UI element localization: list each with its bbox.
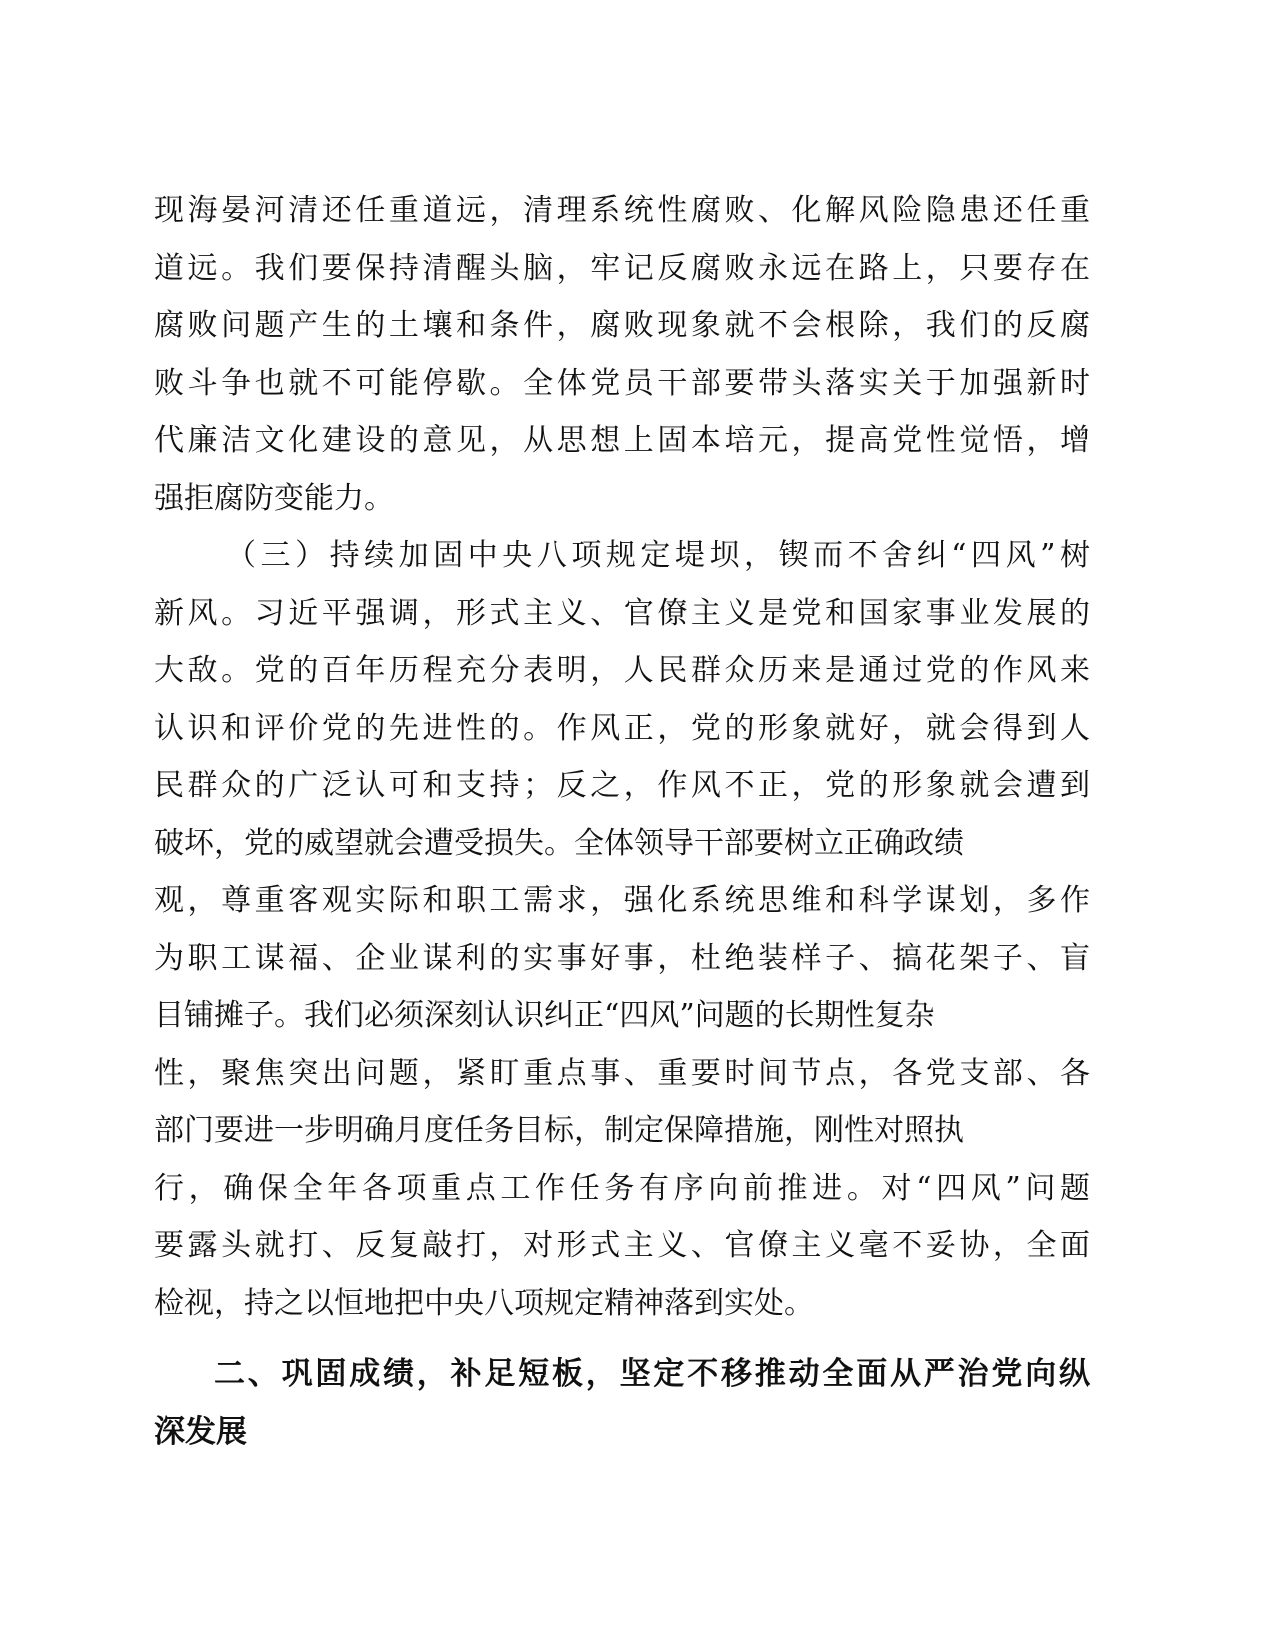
paragraph-eight-regulations [154, 527, 1090, 1332]
text-line: 检视，持之以恒地把中央八项规定精神落到实处。 [154, 1285, 814, 1321]
text-line: 新风。习近平强调，形式主义、官僚主义是党和国家事业发展的 [154, 595, 1090, 631]
text-line: （三）持续加固中央八项规定堤坝，锲而不舍纠“四风”树 [226, 538, 1090, 573]
text-line: 破坏，党的威望就会遭受损失。全体领导干部要树立正确政绩 [154, 825, 964, 861]
text-line: 现海晏河清还任重道远，清理系统性腐败、化解风险隐患还任重 [154, 193, 1090, 228]
text-line: 认识和评价党的先进性的。作风正，党的形象就好，就会得到人 [154, 710, 1090, 746]
heading-line: 二、巩固成绩，补足短板，坚定不移推动全面从严治党向纵 [214, 1356, 1090, 1392]
paragraph-anticorruption [154, 182, 1090, 527]
text-line: 观，尊重客观实际和职工需求，强化系统思维和科学谋划，多作 [154, 883, 1090, 918]
text-line: 败斗争也就不可能停歇。全体党员干部要带头落实关于加强新时 [154, 365, 1090, 401]
text-line: 为职工谋福、企业谋利的实事好事，杜绝装样子、搞花架子、盲 [154, 940, 1090, 976]
text-line: 目铺摊子。我们必须深刻认识纠正“四风”问题的长期性复杂 [154, 998, 935, 1033]
text-line: 要露头就打、反复敲打，对形式主义、官僚主义毫不妥协，全面 [154, 1228, 1090, 1263]
text-line: 部门要进一步明确月度任务目标，制定保障措施，刚性对照执 [154, 1113, 964, 1148]
text-line: 腐败问题产生的土壤和条件，腐败现象就不会根除，我们的反腐 [154, 308, 1090, 343]
text-line: 强拒腐防变能力。 [154, 480, 394, 516]
text-line: 行，确保全年各项重点工作任务有序向前推进。对“四风”问题 [154, 1170, 1090, 1206]
text-line: 代廉洁文化建设的意见，从思想上固本培元，提高党性觉悟，增 [154, 423, 1090, 458]
section-heading [154, 1346, 1090, 1461]
text-line: 性，聚焦突出问题，紧盯重点事、重要时间节点，各党支部、各 [154, 1055, 1090, 1091]
document-body [154, 182, 1090, 1461]
heading-line: 深发展 [154, 1413, 247, 1450]
text-line: 大敌。党的百年历程充分表明，人民群众历来是通过党的作风来 [154, 653, 1090, 688]
text-line: 道远。我们要保持清醒头脑，牢记反腐败永远在路上，只要存在 [154, 250, 1090, 286]
text-line: 民群众的广泛认可和支持；反之，作风不正，党的形象就会遭到 [154, 768, 1090, 803]
